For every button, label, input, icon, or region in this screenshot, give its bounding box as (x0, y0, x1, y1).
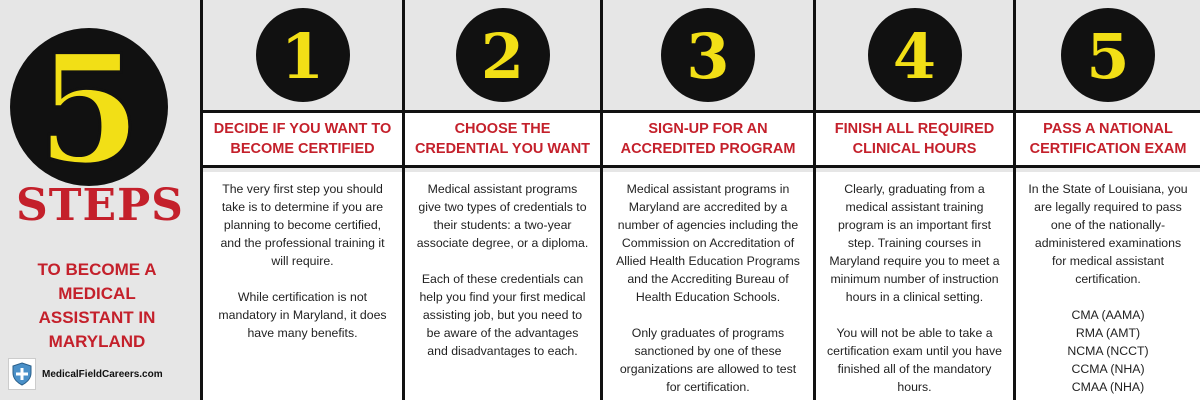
step-description (203, 172, 402, 400)
step-heading: DECIDE IF YOU WANT TO BECOME CERTIFIED (203, 110, 402, 168)
step-paragraph: Each of these credentials can help you find your first medical assisting job, but you need to be aware of the advantages and disadvantages to each. (419, 272, 586, 358)
brand-name: MedicalFieldCareers.com (42, 368, 163, 380)
brand (8, 358, 163, 390)
step-column-3 (600, 0, 813, 400)
step-heading: PASS A NATIONAL CERTIFICATION EXAM (1016, 110, 1200, 168)
step-number-area (405, 0, 600, 110)
hero-title: STEPS (16, 180, 184, 231)
step-description (816, 172, 1013, 400)
step-heading: CHOOSE THE CREDENTIAL YOU WANT (405, 110, 600, 168)
step-description (603, 172, 813, 400)
step-number-badge (456, 8, 550, 102)
step-column-5 (1013, 0, 1200, 400)
step-number-area (203, 0, 402, 110)
step-number: 2 (480, 20, 525, 93)
step-column-1 (200, 0, 402, 400)
step-number-badge (661, 8, 755, 102)
step-paragraph: CMA (AAMA) RMA (AMT) NCMA (NCCT) CCMA (NHA) CMAA (NHA) (1067, 308, 1149, 394)
step-number-area (1016, 0, 1200, 110)
step-number-badge (1061, 8, 1155, 102)
shield-logo-icon (8, 358, 36, 390)
step-description (1016, 172, 1200, 400)
step-number: 1 (280, 20, 325, 93)
step-paragraph: Medical assistant programs in Maryland are accredited by a number of agencies including the Commission on Accreditation of Allied Health Education Programs and the Accrediting Bureau of Health Education Schools. (616, 182, 800, 304)
step-column-4 (813, 0, 1013, 400)
step-number-area (603, 0, 813, 110)
big-number: 5 (36, 22, 142, 198)
step-number: 4 (892, 20, 937, 93)
step-number-badge (256, 8, 350, 102)
big-number-badge (10, 22, 168, 198)
step-number: 3 (686, 20, 730, 93)
step-number-area (816, 0, 1013, 110)
step-column-2 (402, 0, 600, 400)
step-paragraph: You will not be able to take a certification exam until you have finished all of the mandatory hours. (827, 326, 1002, 394)
step-paragraph: Medical assistant programs give two types of credentials to their students: a two-year associate degree, or a diploma. (416, 182, 589, 250)
step-number-badge (868, 8, 962, 102)
step-heading: SIGN-UP FOR AN ACCREDITED PROGRAM (603, 110, 813, 168)
step-paragraph: Only graduates of programs sanctioned by one of these organizations are allowed to test for certification. (619, 326, 797, 394)
step-paragraph: Clearly, graduating from a medical assistant training program is an important first step. Training courses in Maryland require you to meet a minimum number of instruction hours in a clinical setting. (829, 182, 1000, 304)
step-paragraph: In the State of Louisiana, you are legally required to pass one of the nationally-administered examinations for medical assistant certification. (1028, 182, 1188, 286)
hero-subtitle: TO BECOME A MEDICAL ASSISTANT IN MARYLAND (37, 260, 157, 351)
hero-panel (0, 0, 200, 400)
step-number: 5 (1086, 20, 1130, 93)
step-heading: FINISH ALL REQUIRED CLINICAL HOURS (816, 110, 1013, 168)
step-description (405, 172, 600, 400)
step-paragraph: While certification is not mandatory in Maryland, it does have many benefits. (218, 290, 387, 340)
step-paragraph: The very first step you should take is to determine if you are planning to become certified, and the professional training it will require. (220, 182, 385, 268)
